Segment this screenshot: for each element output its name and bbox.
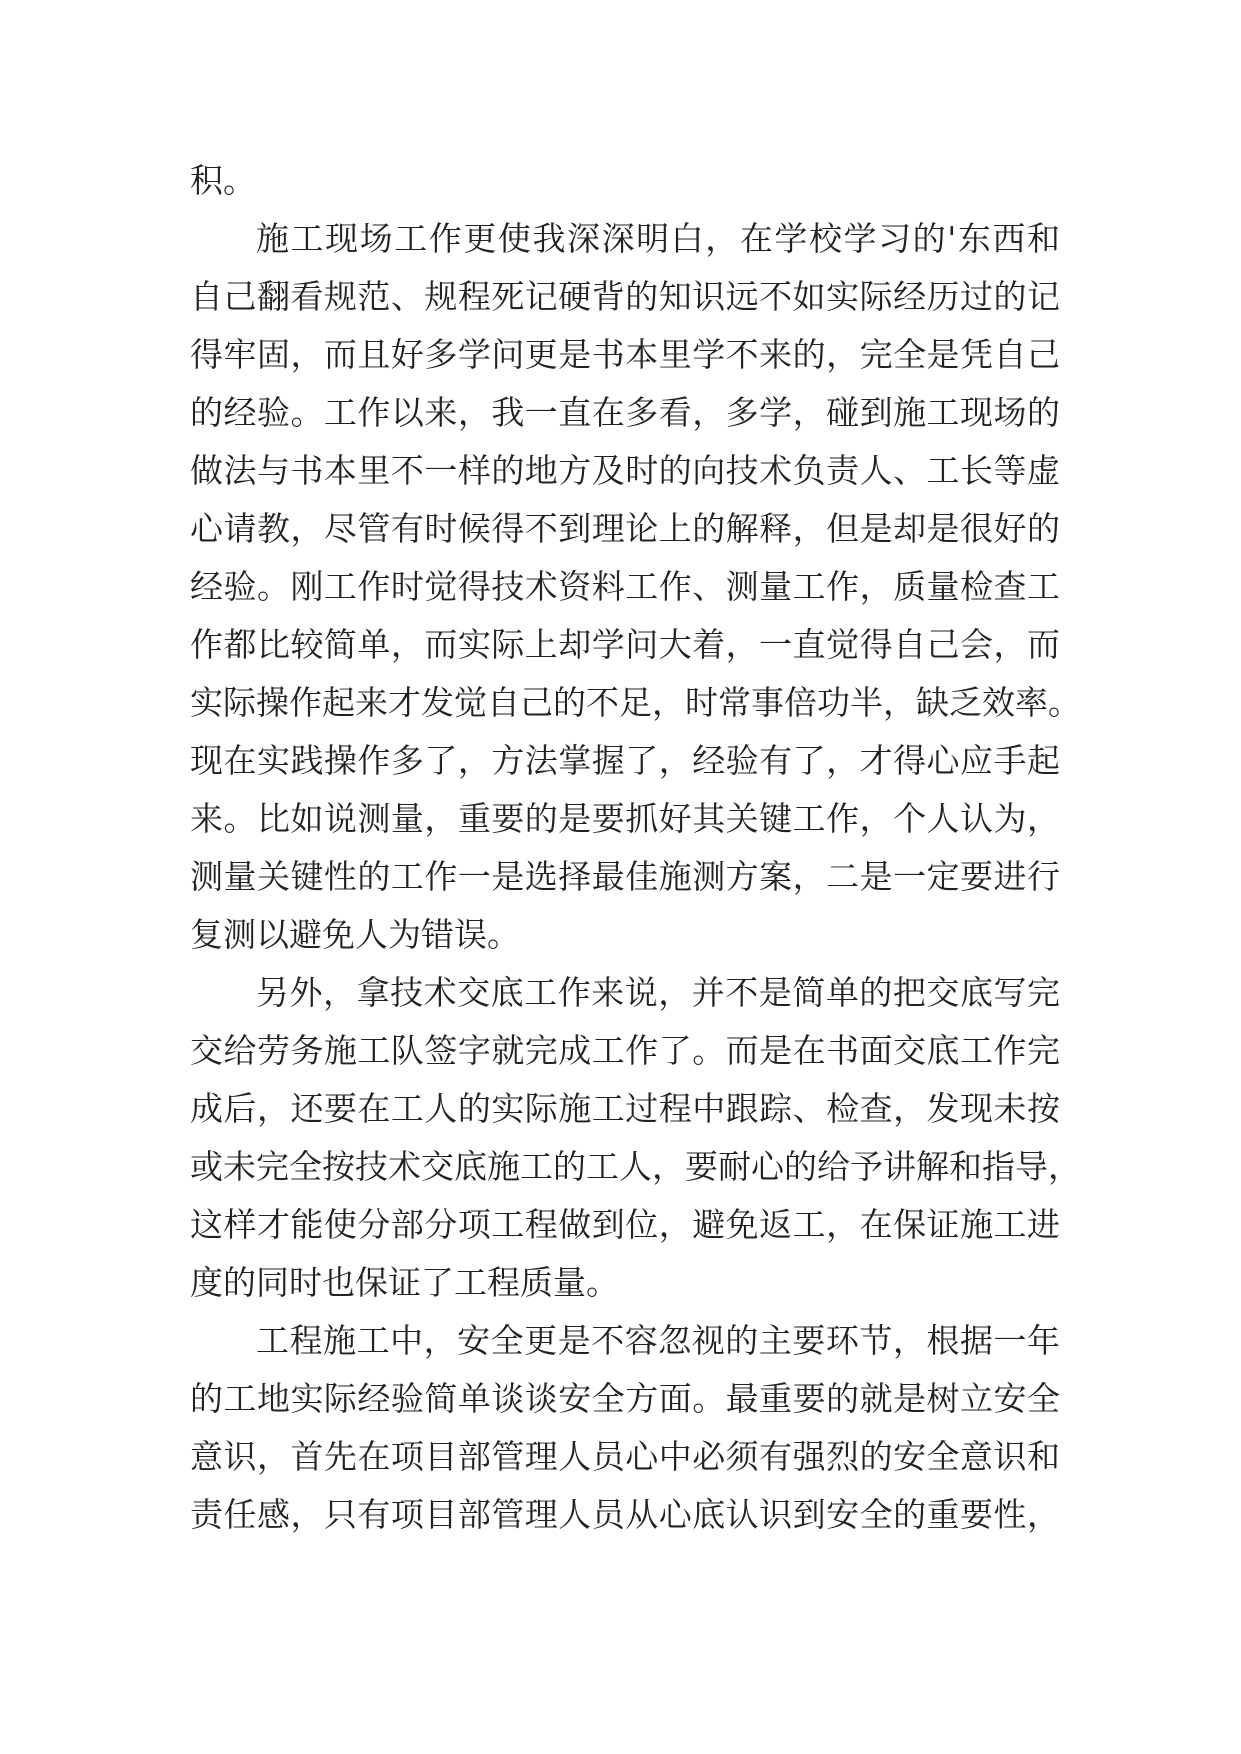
text-line: 做法与书本里不一样的地方及时的向技术负责人、工长等虚 (190, 451, 1060, 490)
text-line: 自己翻看规范、规程死记硬背的知识远不如实际经历过的记 (190, 277, 1060, 316)
text-line: 来。比如说测量，重要的是要抓好其关键工作，个人认为， (190, 799, 1060, 838)
text-line: 意识，首先在项目部管理人员心中必须有强烈的安全意识和 (190, 1437, 1060, 1476)
text-line: 施工现场工作更使我深深明白，在学校学习的'东西和 (256, 219, 1060, 258)
text-line: 或未完全按技术交底施工的工人，要耐心的给予讲解和指导， (190, 1147, 1081, 1186)
text-line: 另外，拿技术交底工作来说，并不是简单的把交底写完 (256, 973, 1060, 1012)
text-line: 实际操作起来才发觉自己的不足，时常事倍功半，缺乏效率。 (190, 683, 1081, 722)
text-line: 得牢固，而且好多学问更是书本里学不来的，完全是凭自己 (190, 335, 1060, 374)
text-line: 度的同时也保证了工程质量。 (190, 1263, 619, 1302)
text-line: 成后，还要在工人的实际施工过程中跟踪、检查，发现未按 (190, 1089, 1060, 1128)
text-line: 作都比较简单，而实际上却学问大着，一直觉得自己会，而 (190, 625, 1060, 664)
text-line: 的经验。工作以来，我一直在多看，多学，碰到施工现场的 (190, 393, 1060, 432)
text-line: 交给劳务施工队签字就完成工作了。而是在书面交底工作完 (190, 1031, 1060, 1070)
text-line: 责任感，只有项目部管理人员从心底认识到安全的重要性， (190, 1495, 1060, 1534)
text-line: 复测以避免人为错误。 (190, 915, 520, 954)
text-line: 工程施工中，安全更是不容忽视的主要环节，根据一年 (256, 1321, 1060, 1360)
text-line: 积。 (190, 161, 256, 200)
text-line: 这样才能使分部分项工程做到位，避免返工，在保证施工进 (190, 1205, 1060, 1244)
text-line: 测量关键性的工作一是选择最佳施测方案，二是一定要进行 (190, 857, 1060, 896)
text-line: 经验。刚工作时觉得技术资料工作、测量工作，质量检查工 (190, 567, 1060, 606)
text-line: 心请教，尽管有时候得不到理论上的解释，但是却是很好的 (190, 509, 1060, 548)
body-text (190, 152, 1081, 1544)
text-line: 的工地实际经验简单谈谈安全方面。最重要的就是树立安全 (190, 1379, 1060, 1418)
text-line: 现在实践操作多了，方法掌握了，经验有了，才得心应手起 (190, 741, 1060, 780)
